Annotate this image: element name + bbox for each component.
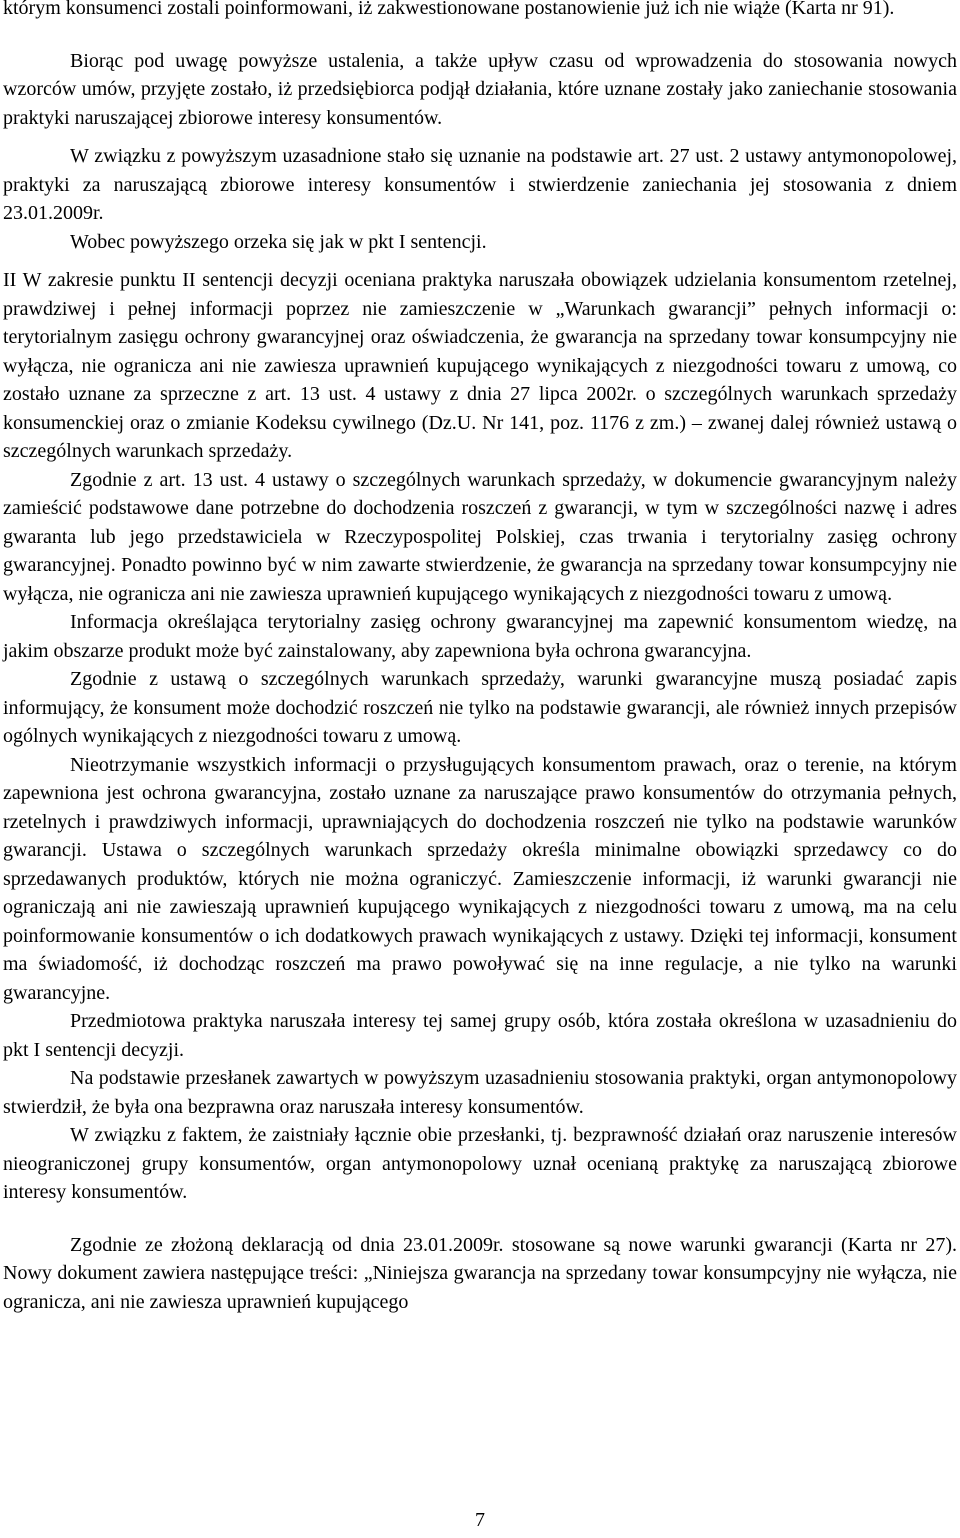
paragraph-basis: Na podstawie przesłanek zawartych w powyższym uzasadnieniu stosowania praktyki, organ antymonopolowy stwierdził, że była ona bezprawna oraz naruszała interesy konsumentów. (3, 1067, 957, 1118)
paragraph-art27: W związku z powyższym uzasadnione stało się uznanie na podstawie art. 27 ust. 2 ustawy antymonopolowej, praktyki za naruszającą zbiorowe interesy konsumentów i stwierdzenie zaniechania jej stosowania z dniem 23.01.2009r. (3, 145, 957, 224)
paragraph-art13: Zgodnie z art. 13 ust. 4 ustawy o szczególnych warunkach sprzedaży, w dokumencie gwarancyjnym należy zamieścić podstawowe dane potrzebne do dochodzenia roszczeń z gwarancji, w tym w szczególności nazwę i adres gwaranta lub jego przedstawiciela w Rzeczypospolitej Polskiej, czas trwania i terytorialny zasięg ochrony gwarancyjnej. Ponadto powinno być w nim zawarte stwierdzenie, że gwarancja na sprzedany towar konsumpcyjny nie wyłącza, nie ogranicza ani nie zawiesza uprawnień kupującego wynikających z niezgodności towaru z umową. (3, 468, 957, 605)
paragraph-statute: Zgodnie z ustawą o szczególnych warunkach sprzedaży, warunki gwarancyjne muszą posiadać zapis informujący, że konsument może dochodzić roszczeń nie tylko na podstawie gwarancji, ale również innych przepisów ogólnych wynikających z niezgodności towaru z umową. (3, 668, 957, 747)
paragraph-section-ii: II W zakresie punktu II sentencji decyzji oceniana praktyka naruszała obowiązek udzielania konsumentom rzetelnej, prawdziwej i pełnej informacji poprzez nie zamieszczenie w „Warunkach gwarancji” pełnych informacji o: terytorialnym zasięgu ochrony gwarancyjnej oraz oświadczenia, że gwarancja na sprzedany towar konsumpcyjny nie wyłącza, nie ogranicza ani nie zawiesza uprawnień kupującego wynikających z niezgodności towaru z umową, co zostało uznane za sprzeczne z art. 13 ust. 4 ustawy z dnia 27 lipca 2002r. o szczególnych warunkach sprzedaży konsumenckiej oraz o zmianie Kodeksu cywilnego (Dz.U. Nr 141, poz. 1176 z zm.) – zwanej dalej również ustawą o szczególnych warunkach sprzedaży. (3, 269, 957, 462)
paragraph-continued: którym konsumenci zostali poinformowani, iż zakwestionowane postanowienie już ich nie wiąże (Karta nr 91). (3, 0, 895, 19)
paragraph-nonreceipt: Nieotrzymanie wszystkich informacji o przysługujących konsumentom prawach, oraz o terenie, na którym zapewniona jest ochrona gwarancyjna, zostało uznane za naruszające prawo konsumentów do otrzymania pełnych, rzetelnych i prawdziwych informacji, uprawniających do dochodzenia roszczeń nie tylko na podstawie warunków gwarancji. Ustawa o szczególnych warunkach sprzedaży określa minimalne obowiązki sprzedawcy co do sprzedawanych produktów, których nie można ograniczyć. Zamieszczenie informacji, iż warunki gwarancji nie ograniczają ani nie zawieszają uprawnień kupującego wynikających z niezgodności towaru z umową, ma na celu poinformowanie konsumentów o ich dodatkowych prawach wynikających z ustawy. Dzięki tej informacji, konsument ma świadomość, iż dochodząc roszczeń ma prawo powoływać się na inne regulacje, a nie tylko na warunki gwarancyjne. (3, 753, 957, 1004)
paragraph-conclusion: Biorąc pod uwagę powyższe ustalenia, a także upływ czasu od wprowadzenia do stosowania nowych wzorców umów, przyjęte zostało, iż przedsiębiorca podjął działania, które uznane zostały jako zaniechanie stosowania praktyki naruszającej zbiorowe interesy konsumentów. (3, 49, 957, 129)
paragraph-both-conditions: W związku z faktem, że zaistniały łącznie obie przesłanki, tj. bezprawność działań oraz naruszenie interesów nieograniczonej grupy konsumentów, organ antymonopolowy uznał ocenianą praktykę za naruszającą zbiorowe interesy konsumentów. (3, 1124, 957, 1203)
paragraph-ruling-1: Wobec powyższego orzeka się jak w pkt I sentencji. (70, 230, 487, 253)
page-number: 7 (475, 1509, 485, 1531)
paragraph-group: Przedmiotowa praktyka naruszała interesy tej samej grupy osób, która została określona w uzasadnieniu do pkt I sentencji decyzji. (3, 1010, 957, 1061)
paragraph-declaration: Zgodnie ze złożoną deklaracją od dnia 23.01.2009r. stosowane są nowe warunki gwarancji (Karta nr 27). Nowy dokument zawiera następujące treści: „Niniejsza gwarancja na sprzedany towar konsumpcyjny nie wyłącza, nie ogranicza, ani nie zawiesza uprawnień kupującego (3, 1233, 957, 1313)
paragraph-territorial: Informacja określająca terytorialny zasięg ochrony gwarancyjnej ma zapewnić konsumentom wiedzę, na jakim obszarze produkt może być zainstalowany, aby zapewniona była ochrona gwarancyjna. (3, 611, 957, 662)
